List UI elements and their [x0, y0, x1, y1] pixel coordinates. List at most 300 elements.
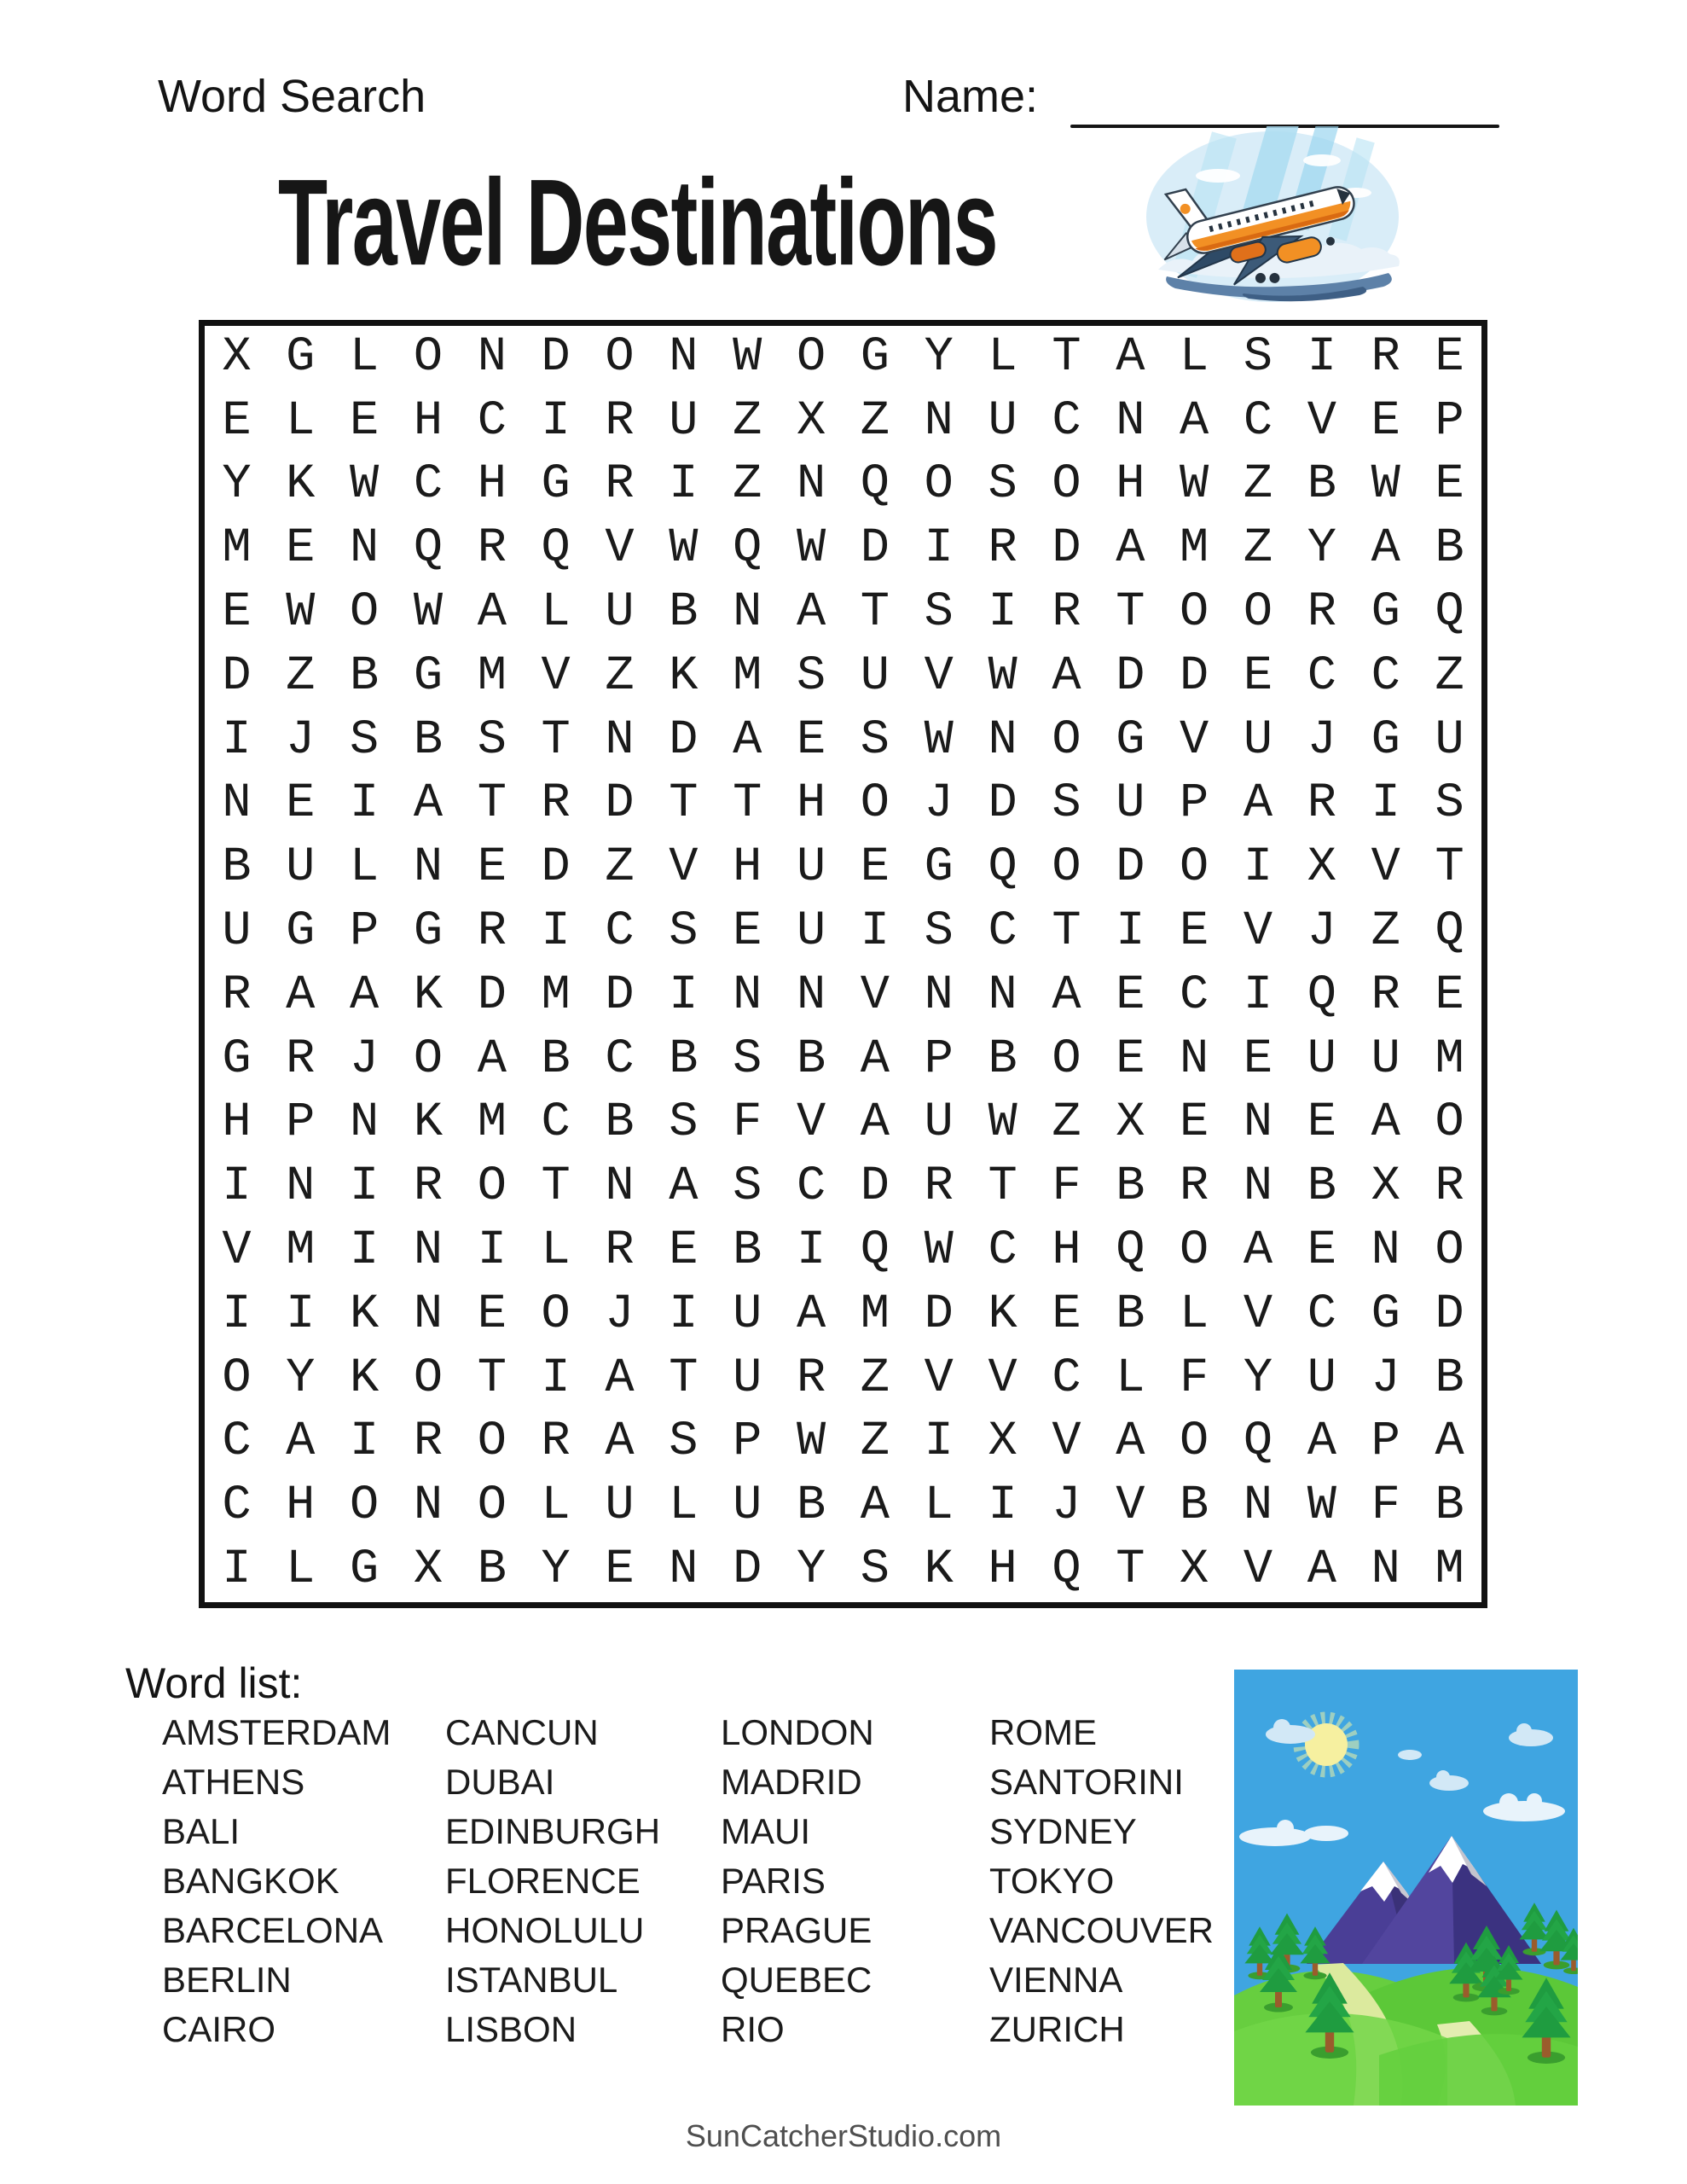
grid-letter: P	[286, 1095, 316, 1151]
grid-letter: Z	[1243, 457, 1273, 513]
grid-letter: D	[988, 776, 1017, 832]
grid-letter: H	[1052, 1223, 1081, 1279]
grid-letter: O	[1052, 712, 1081, 768]
grid-letter: E	[1307, 1223, 1336, 1279]
grid-letter: D	[605, 776, 635, 832]
grid-letter: V	[924, 1350, 954, 1406]
grid-letter: M	[286, 1223, 316, 1279]
grid-letter: N	[1180, 1031, 1209, 1087]
grid-letter: E	[350, 393, 380, 449]
grid-letter: S	[860, 712, 890, 768]
puzzle-title: Travel Destinations	[278, 154, 997, 291]
grid-letter: Q	[1435, 904, 1464, 960]
grid-letter: E	[733, 904, 762, 960]
grid-letter: Q	[860, 1223, 890, 1279]
grid-letter: I	[541, 393, 571, 449]
grid-letter: S	[350, 712, 380, 768]
grid-letter: U	[860, 648, 890, 704]
grid-letter: U	[222, 904, 252, 960]
grid-letter: E	[1116, 1031, 1145, 1087]
grid-letter: I	[350, 776, 380, 832]
grid-letter: L	[988, 329, 1017, 385]
grid-letter: U	[733, 1478, 762, 1534]
grid-letter: I	[541, 904, 571, 960]
grid-letter: I	[350, 1159, 380, 1215]
grid-letter: V	[988, 1350, 1017, 1406]
grid-letter: N	[1371, 1542, 1400, 1598]
grid-letter: J	[350, 1031, 380, 1087]
grid-letter: D	[924, 1287, 954, 1342]
grid-letter: A	[860, 1095, 890, 1151]
grid-letter: W	[286, 585, 316, 641]
grid-letter: T	[541, 712, 571, 768]
grid-letter: S	[924, 904, 954, 960]
grid-letter: L	[1180, 1287, 1209, 1342]
grid-letter: C	[1180, 967, 1209, 1023]
grid-letter: M	[222, 521, 252, 577]
grid-letter: B	[1307, 1159, 1336, 1215]
grid-letter: C	[413, 457, 443, 513]
word-list-column	[989, 1708, 1228, 2054]
grid-letter: U	[605, 585, 635, 641]
grid-letter: B	[733, 1223, 762, 1279]
grid-letter: K	[286, 457, 316, 513]
word-list-item: FLORENCE	[445, 1861, 641, 1901]
grid-letter: A	[413, 776, 443, 832]
grid-letter: Q	[1307, 967, 1336, 1023]
grid-letter: J	[924, 776, 954, 832]
grid-letter: V	[541, 648, 571, 704]
grid-letter: I	[222, 1542, 252, 1598]
grid-letter: B	[796, 1478, 826, 1534]
grid-letter: A	[1435, 1414, 1464, 1470]
grid-letter: D	[605, 967, 635, 1023]
grid-letter: S	[733, 1159, 762, 1215]
grid-letter: D	[541, 329, 571, 385]
grid-letter: D	[1116, 648, 1145, 704]
grid-letter: W	[796, 1414, 826, 1470]
grid-letter: O	[1180, 840, 1209, 896]
grid-letter: E	[1307, 1095, 1336, 1151]
grid-letter: I	[541, 1350, 571, 1406]
grid-letter: T	[477, 1350, 507, 1406]
grid-letter: D	[477, 967, 507, 1023]
grid-letter: O	[541, 1287, 571, 1342]
grid-letter: W	[669, 521, 699, 577]
grid-letter: A	[796, 585, 826, 641]
grid-letter: O	[413, 1350, 443, 1406]
word-list-item: MAUI	[721, 1811, 810, 1851]
grid-letter: C	[541, 1095, 571, 1151]
word-list-item: VANCOUVER	[989, 1910, 1214, 1950]
word-list-item: EDINBURGH	[445, 1811, 661, 1851]
grid-letter: N	[477, 329, 507, 385]
grid-letter: P	[1371, 1414, 1400, 1470]
grid-letter: E	[1435, 329, 1464, 385]
grid-letter: U	[988, 393, 1017, 449]
grid-letter: N	[1243, 1478, 1273, 1534]
word-list-item: LISBON	[445, 2009, 577, 2049]
word-list-item: BARCELONA	[162, 1910, 384, 1950]
grid-letter: D	[1435, 1287, 1464, 1342]
word-list-item: HONOLULU	[445, 1910, 645, 1950]
grid-letter: J	[1307, 904, 1336, 960]
word-list-item: BERLIN	[162, 1960, 292, 2000]
grid-letter: C	[1371, 648, 1400, 704]
grid-letter: E	[605, 1542, 635, 1598]
grid-letter: W	[1180, 457, 1209, 513]
grid-letter: M	[1180, 521, 1209, 577]
grid-letter: G	[222, 1031, 252, 1087]
grid-letter: V	[605, 521, 635, 577]
grid-letter: R	[1052, 585, 1081, 641]
grid-letter: N	[1243, 1159, 1273, 1215]
grid-letter: S	[669, 904, 699, 960]
grid-letter: O	[1180, 1414, 1209, 1470]
grid-letter: I	[1243, 967, 1273, 1023]
grid-letter: E	[1180, 1095, 1209, 1151]
word-list-item: RIO	[721, 2009, 785, 2049]
grid-letter: P	[924, 1031, 954, 1087]
grid-letter: N	[796, 967, 826, 1023]
grid-letter: A	[1371, 521, 1400, 577]
grid-letter: W	[413, 585, 443, 641]
grid-letter: N	[413, 1223, 443, 1279]
grid-letter: N	[1371, 1223, 1400, 1279]
grid-letter: K	[988, 1287, 1017, 1342]
grid-letter: L	[286, 393, 316, 449]
grid-letter: A	[477, 585, 507, 641]
grid-letter: U	[733, 1287, 762, 1342]
grid-letter: B	[1116, 1287, 1145, 1342]
grid-letter: H	[477, 457, 507, 513]
grid-letter: B	[222, 840, 252, 896]
grid-letter: O	[605, 329, 635, 385]
grid-letter: R	[1180, 1159, 1209, 1215]
grid-letter: K	[924, 1542, 954, 1598]
grid-letter: F	[1180, 1350, 1209, 1406]
grid-letter: G	[1371, 1287, 1400, 1342]
grid-letter: D	[733, 1542, 762, 1598]
grid-letter: N	[988, 967, 1017, 1023]
grid-letter: O	[413, 329, 443, 385]
grid-letter: O	[1180, 1223, 1209, 1279]
grid-letter: Y	[924, 329, 954, 385]
grid-letter: W	[1371, 457, 1400, 513]
grid-letter: T	[669, 776, 699, 832]
word-list-item: SYDNEY	[989, 1811, 1137, 1851]
grid-letter: C	[1307, 1287, 1336, 1342]
grid-letter: V	[669, 840, 699, 896]
grid-letter: E	[669, 1223, 699, 1279]
grid-letter: V	[796, 1095, 826, 1151]
page-type-label: Word Search	[158, 71, 426, 122]
grid-letter: X	[796, 393, 826, 449]
grid-letter: I	[669, 967, 699, 1023]
grid-letter: A	[669, 1159, 699, 1215]
grid-letter: S	[796, 648, 826, 704]
grid-letter: N	[924, 967, 954, 1023]
grid-letter: I	[924, 1414, 954, 1470]
grid-letter: W	[1307, 1478, 1336, 1534]
grid-letter: B	[796, 1031, 826, 1087]
grid-letter: M	[733, 648, 762, 704]
grid-letter: G	[413, 648, 443, 704]
grid-letter: N	[350, 1095, 380, 1151]
airplane-illustration	[1141, 126, 1407, 307]
grid-letter: Z	[286, 648, 316, 704]
grid-letter: H	[796, 776, 826, 832]
word-list-item: TOKYO	[989, 1861, 1115, 1901]
grid-letter: T	[669, 1350, 699, 1406]
grid-letter: A	[1116, 329, 1145, 385]
grid-letter: G	[924, 840, 954, 896]
grid-letter: A	[1307, 1542, 1336, 1598]
grid-letter: Y	[796, 1542, 826, 1598]
grid-letter: T	[1052, 904, 1081, 960]
grid-letter: L	[350, 329, 380, 385]
grid-letter: C	[1307, 648, 1336, 704]
word-list-column	[721, 1708, 989, 2054]
grid-letter: M	[1435, 1542, 1464, 1598]
grid-letter: A	[860, 1031, 890, 1087]
grid-letter: N	[286, 1159, 316, 1215]
word-list-item: BALI	[162, 1811, 241, 1851]
grid-letter: O	[1180, 585, 1209, 641]
grid-letter: J	[605, 1287, 635, 1342]
grid-letter: B	[541, 1031, 571, 1087]
grid-letter: H	[286, 1478, 316, 1534]
word-list-item: CAIRO	[162, 2009, 276, 2049]
word-list-item: PARIS	[721, 1861, 826, 1901]
grid-letter: X	[1307, 840, 1336, 896]
grid-letter: S	[1243, 329, 1273, 385]
grid-letter: E	[477, 840, 507, 896]
grid-letter: E	[286, 776, 316, 832]
grid-letter: G	[286, 329, 316, 385]
grid-letter: R	[541, 776, 571, 832]
grid-letter: O	[350, 1478, 380, 1534]
grid-letter: I	[286, 1287, 316, 1342]
grid-letter: C	[988, 904, 1017, 960]
grid-letter: I	[924, 521, 954, 577]
grid-letter: M	[477, 648, 507, 704]
word-list-columns	[162, 1708, 1228, 2054]
grid-letter: R	[1307, 776, 1336, 832]
grid-letter: N	[988, 712, 1017, 768]
grid-letter: Q	[1052, 1542, 1081, 1598]
grid-letter: Z	[1052, 1095, 1081, 1151]
grid-letter: K	[413, 1095, 443, 1151]
grid-letter: R	[286, 1031, 316, 1087]
grid-letter: P	[733, 1414, 762, 1470]
grid-letter: Y	[286, 1350, 316, 1406]
grid-letter: D	[222, 648, 252, 704]
grid-letter: L	[924, 1478, 954, 1534]
grid-letter: R	[413, 1159, 443, 1215]
grid-letter: A	[605, 1414, 635, 1470]
grid-letter: F	[1371, 1478, 1400, 1534]
grid-letter: B	[413, 712, 443, 768]
grid-letter: W	[924, 712, 954, 768]
grid-letter: Q	[733, 521, 762, 577]
grid-letter: A	[605, 1350, 635, 1406]
website-credit: SunCatcherStudio.com	[685, 2118, 1002, 2153]
grid-letter: X	[988, 1414, 1017, 1470]
grid-letter: U	[605, 1478, 635, 1534]
grid-letter: R	[477, 521, 507, 577]
grid-letter: G	[413, 904, 443, 960]
grid-letter: U	[1307, 1031, 1336, 1087]
grid-letter: O	[477, 1478, 507, 1534]
grid-letter: G	[286, 904, 316, 960]
grid-letter: J	[1307, 712, 1336, 768]
name-label: Name:	[902, 71, 1039, 122]
grid-letter: S	[733, 1031, 762, 1087]
grid-letter: N	[605, 1159, 635, 1215]
grid-letter: B	[669, 1031, 699, 1087]
grid-letter: X	[413, 1542, 443, 1598]
grid-letter: L	[541, 1478, 571, 1534]
grid-letter: X	[1371, 1159, 1400, 1215]
grid-letter: N	[413, 840, 443, 896]
airplane-icon	[1141, 126, 1407, 307]
grid-letter: U	[286, 840, 316, 896]
grid-letter: I	[477, 1223, 507, 1279]
grid-letter: A	[350, 967, 380, 1023]
grid-letter: O	[350, 585, 380, 641]
grid-letter: A	[1371, 1095, 1400, 1151]
grid-letter: S	[669, 1414, 699, 1470]
grid-letter: A	[1243, 1223, 1273, 1279]
grid-letter: I	[1243, 840, 1273, 896]
grid-letter: U	[796, 840, 826, 896]
grid-letter: A	[1052, 648, 1081, 704]
grid-letter: V	[1052, 1414, 1081, 1470]
grid-letter: N	[924, 393, 954, 449]
grid-letter: M	[541, 967, 571, 1023]
grid-letter: Z	[860, 1350, 890, 1406]
grid-letter: Q	[413, 521, 443, 577]
grid-letter: H	[1116, 457, 1145, 513]
grid-letter: N	[350, 521, 380, 577]
grid-letter: O	[1435, 1223, 1464, 1279]
grid-letter: D	[541, 840, 571, 896]
grid-letter: J	[1052, 1478, 1081, 1534]
grid-letter: D	[860, 521, 890, 577]
grid-letter: T	[860, 585, 890, 641]
grid-letter: W	[988, 1095, 1017, 1151]
grid-letter: N	[413, 1478, 443, 1534]
grid-letter: M	[1435, 1031, 1464, 1087]
grid-letter: O	[477, 1414, 507, 1470]
grid-letter: E	[796, 712, 826, 768]
grid-letter: B	[1116, 1159, 1145, 1215]
grid-letter: Y	[541, 1542, 571, 1598]
grid-letter: J	[286, 712, 316, 768]
grid-letter: I	[796, 1223, 826, 1279]
grid-letter: W	[796, 521, 826, 577]
grid-letter: Q	[1116, 1223, 1145, 1279]
grid-letter: G	[541, 457, 571, 513]
word-list-item: MADRID	[721, 1762, 862, 1802]
grid-letter: A	[286, 1414, 316, 1470]
grid-letter: C	[222, 1414, 252, 1470]
grid-letter: W	[350, 457, 380, 513]
grid-letter: I	[350, 1223, 380, 1279]
grid-letter: V	[1116, 1478, 1145, 1534]
grid-letter: T	[1116, 585, 1145, 641]
grid-letter: E	[860, 840, 890, 896]
grid-letter: A	[1052, 967, 1081, 1023]
grid-letter: B	[1435, 521, 1464, 577]
grid-letter: I	[350, 1414, 380, 1470]
grid-letter: U	[1371, 1031, 1400, 1087]
grid-letter: C	[605, 904, 635, 960]
grid-letter: A	[477, 1031, 507, 1087]
grid-letter: Z	[1371, 904, 1400, 960]
grid-letter: I	[860, 904, 890, 960]
grid-letter: I	[222, 1287, 252, 1342]
grid-letter: Q	[1435, 585, 1464, 641]
grid-letter: R	[541, 1414, 571, 1470]
grid-letter: T	[541, 1159, 571, 1215]
grid-letter: B	[669, 585, 699, 641]
grid-letter: Y	[1307, 521, 1336, 577]
grid-letter: E	[477, 1287, 507, 1342]
grid-letter: V	[1243, 1287, 1273, 1342]
grid-letter: K	[350, 1350, 380, 1406]
grid-letter: Z	[1435, 648, 1464, 704]
word-list-item: ATHENS	[162, 1762, 305, 1802]
grid-letter: I	[669, 457, 699, 513]
grid-letter: E	[222, 585, 252, 641]
grid-letter: P	[350, 904, 380, 960]
grid-letter: Q	[1243, 1414, 1273, 1470]
grid-letter: C	[988, 1223, 1017, 1279]
grid-letter: D	[1116, 840, 1145, 896]
word-list-item: SANTORINI	[989, 1762, 1184, 1802]
grid-letter: I	[669, 1287, 699, 1342]
grid-letter: V	[1243, 904, 1273, 960]
grid-letter: V	[222, 1223, 252, 1279]
grid-letter: C	[1243, 393, 1273, 449]
grid-letter: E	[1052, 1287, 1081, 1342]
grid-letter: S	[924, 585, 954, 641]
grid-letter: N	[733, 585, 762, 641]
grid-letter: A	[1116, 1414, 1145, 1470]
grid-letter: L	[669, 1478, 699, 1534]
grid-letter: N	[669, 1542, 699, 1598]
grid-letter: R	[605, 1223, 635, 1279]
grid-letter: C	[605, 1031, 635, 1087]
grid-letter: Z	[605, 648, 635, 704]
grid-letter: B	[350, 648, 380, 704]
grid-letter: W	[924, 1223, 954, 1279]
grid-letter: E	[1243, 1031, 1273, 1087]
grid-letter: N	[669, 329, 699, 385]
word-list-item: PRAGUE	[721, 1910, 872, 1950]
letter-grid	[199, 320, 1487, 1608]
grid-letter: Z	[733, 393, 762, 449]
grid-letter: G	[1371, 585, 1400, 641]
grid-letter: E	[286, 521, 316, 577]
grid-letter: Z	[860, 1414, 890, 1470]
grid-letter: C	[1052, 1350, 1081, 1406]
grid-letter: R	[924, 1159, 954, 1215]
grid-letter: S	[988, 457, 1017, 513]
grid-letter: E	[1435, 457, 1464, 513]
